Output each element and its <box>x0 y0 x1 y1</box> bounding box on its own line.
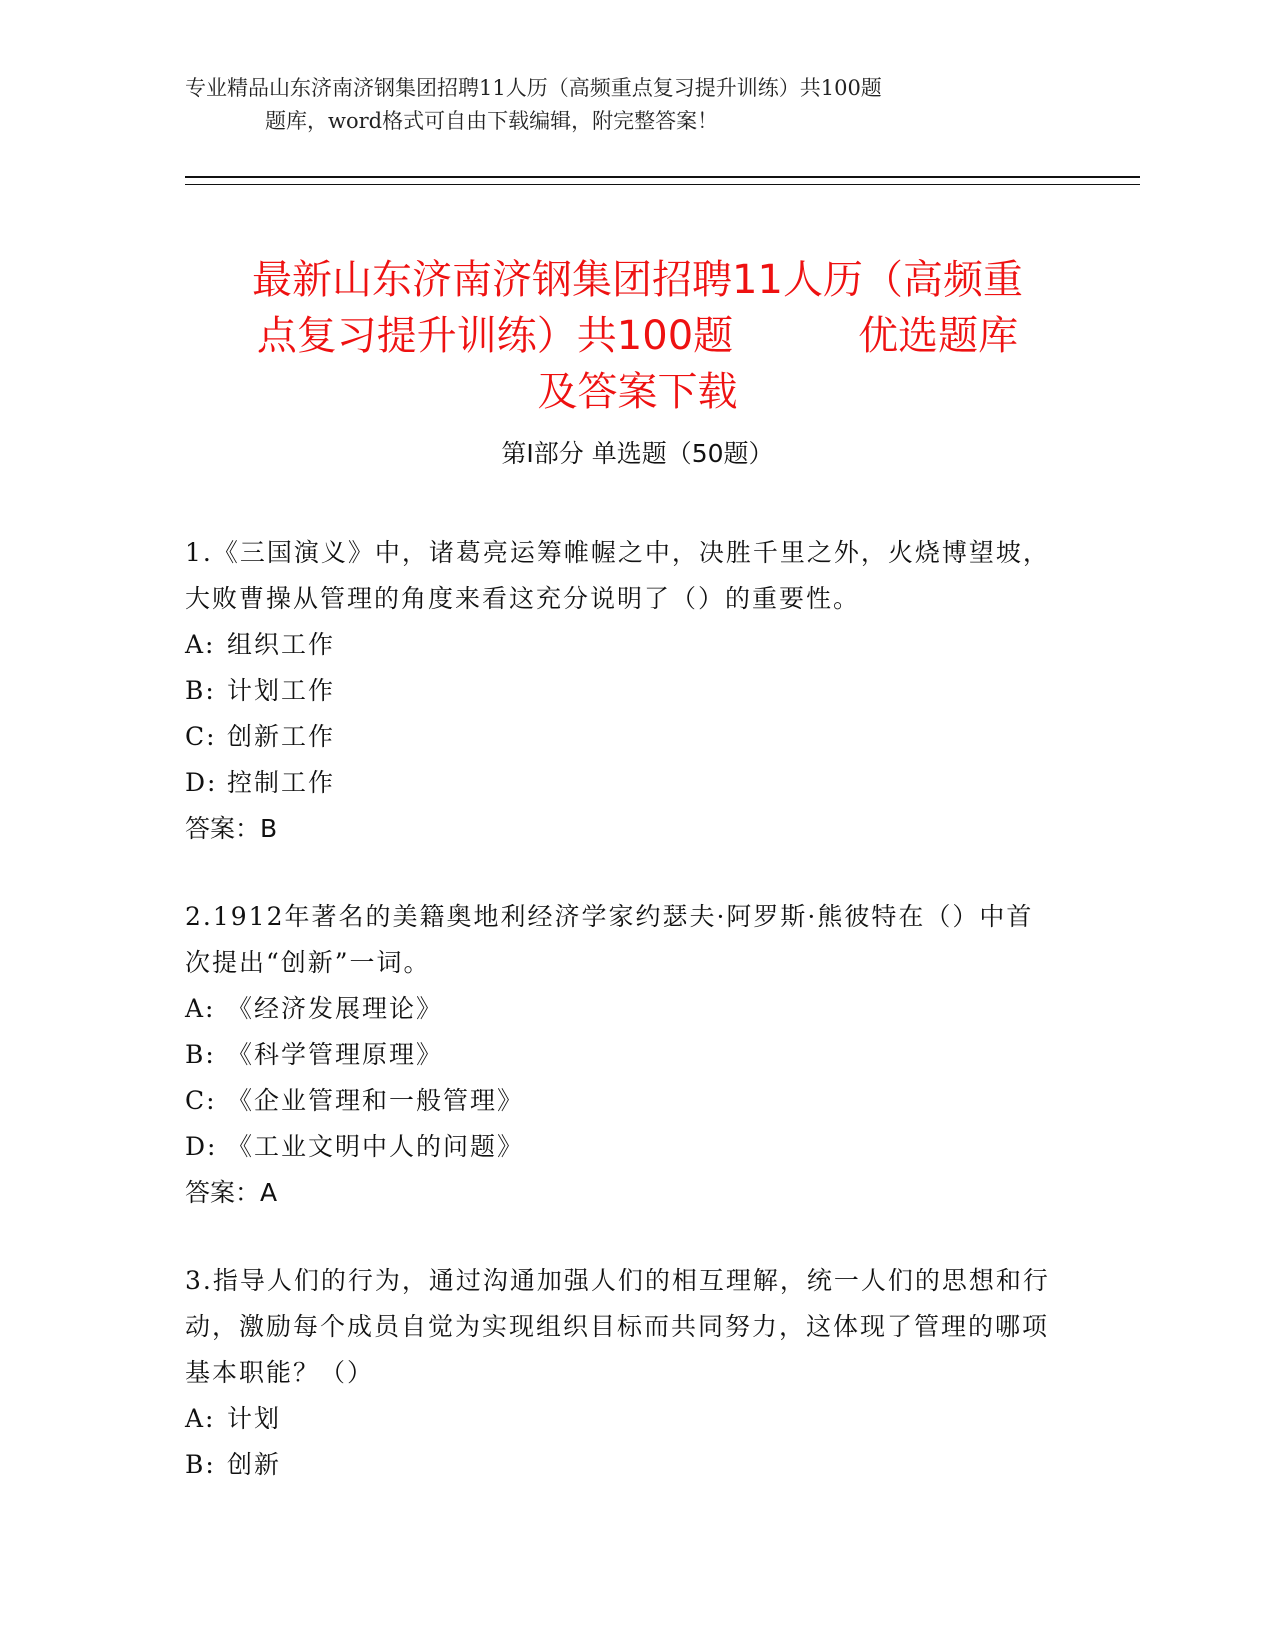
option-text: 《科学管理原理》 <box>227 1040 444 1069</box>
option-b <box>185 1032 1055 1078</box>
option-a <box>185 622 1055 668</box>
question-stem: 2.1912年著名的美籍奥地利经济学家约瑟夫·阿罗斯·熊彼特在（）中首次提出“创新”一词。 <box>185 902 1034 977</box>
question-list <box>185 530 1055 1530</box>
header-note-line2: 题库，word格式可自由下载编辑，附完整答案！ <box>265 109 719 133</box>
section-heading: 第Ⅰ部分 单选题（50题） <box>501 439 774 468</box>
question-stem: 3.指导人们的行为，通过沟通加强人们的相互理解，统一人们的思想和行动，激励每个成员自觉为实现组织目标而共同努力，这体现了管理的哪项基本职能？（） <box>185 1266 1050 1387</box>
option-letter: B: <box>185 1450 216 1479</box>
option-letter: A: <box>185 994 216 1023</box>
option-text: 控制工作 <box>227 768 336 797</box>
option-text: 创新工作 <box>227 722 336 751</box>
option-a <box>185 986 1055 1032</box>
header-note <box>185 72 1065 138</box>
option-b <box>185 668 1055 714</box>
option-letter: C: <box>185 722 217 751</box>
question-2 <box>185 894 1055 1216</box>
option-text: 《企业管理和一般管理》 <box>227 1086 525 1115</box>
question-stem: 1.《三国演义》中，诸葛亮运筹帷幄之中，决胜千里之外，火烧博望坡，大败曹操从管理的角度来看这充分说明了（）的重要性。 <box>185 538 1050 613</box>
option-text: 组织工作 <box>227 630 336 659</box>
option-d <box>185 1124 1055 1170</box>
option-letter: B: <box>185 676 216 705</box>
answer-label: 答案：B <box>185 814 278 843</box>
option-text: 《工业文明中人的问题》 <box>227 1132 525 1161</box>
option-c <box>185 714 1055 760</box>
option-letter: A: <box>185 630 216 659</box>
option-letter: C: <box>185 1086 217 1115</box>
question-3 <box>185 1258 1055 1488</box>
option-text: 《经济发展理论》 <box>227 994 444 1023</box>
title-line1: 最新山东济南济钢集团招聘11人历（高频重 <box>252 256 1023 303</box>
option-letter: A: <box>185 1404 216 1433</box>
option-letter: B: <box>185 1040 216 1069</box>
title-line2-part1: 点复习提升训练）共100题 <box>256 312 734 359</box>
document-title <box>150 252 1125 420</box>
title-line3: 及答案下载 <box>537 368 738 415</box>
question-1 <box>185 530 1055 852</box>
option-c <box>185 1078 1055 1124</box>
option-b <box>185 1442 1055 1488</box>
option-letter: D: <box>185 768 218 797</box>
option-d <box>185 760 1055 806</box>
option-text: 计划工作 <box>227 676 336 705</box>
title-line2 <box>150 308 1125 364</box>
option-letter: D: <box>185 1132 218 1161</box>
title-line2-part2: 优选题库 <box>858 312 1019 359</box>
header-divider <box>185 176 1140 185</box>
header-note-line1: 专业精品山东济南济钢集团招聘11人历（高频重点复习提升训练）共100题 <box>185 76 882 100</box>
option-text: 创新 <box>227 1450 282 1479</box>
option-a <box>185 1396 1055 1442</box>
option-text: 计划 <box>227 1404 282 1433</box>
answer-label: 答案：A <box>185 1178 278 1207</box>
